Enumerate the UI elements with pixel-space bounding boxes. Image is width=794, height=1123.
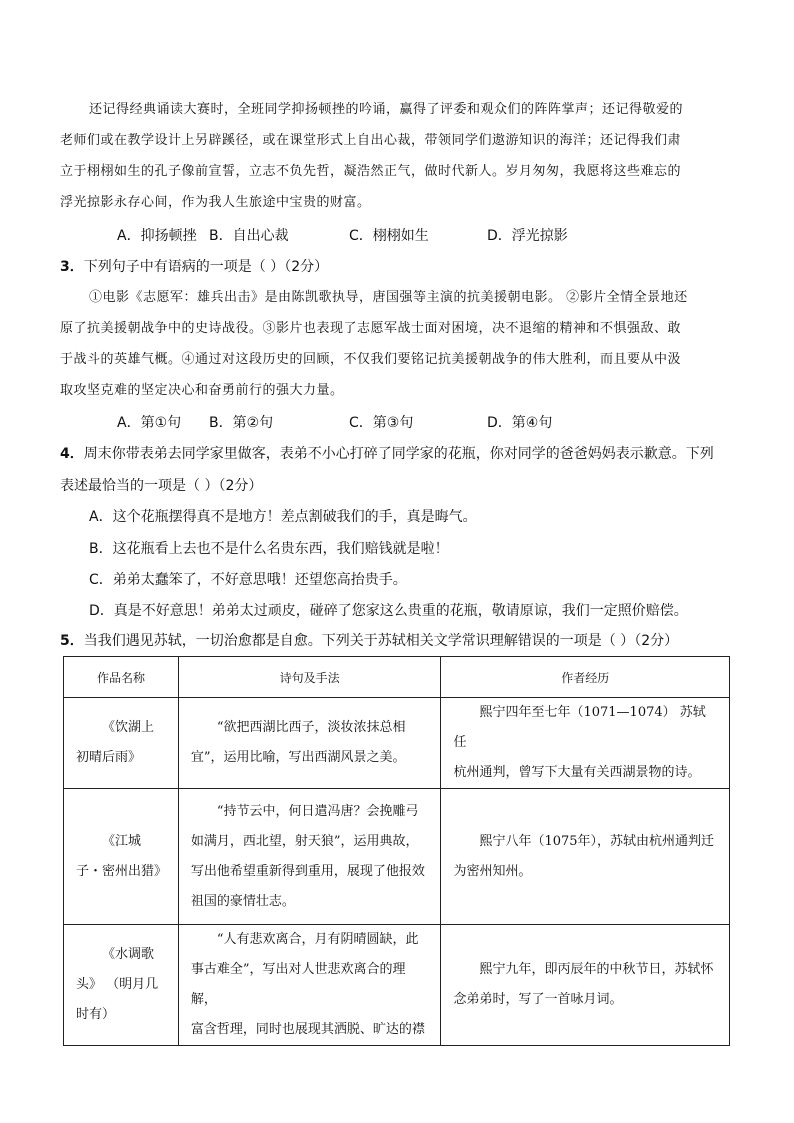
bio-line: 为密州知州。 bbox=[453, 863, 532, 879]
q3-option-c[interactable]: C．第③句 bbox=[349, 415, 414, 431]
q3-number: 3． bbox=[60, 259, 84, 275]
q2-passage-line-1: 还记得经典诵读大赛时，全班同学抑扬顿挫的吟诵，赢得了评委和观众们的阵阵掌声；还记得敬爱的 bbox=[89, 102, 684, 117]
work-name-line: 头》 （明月几 bbox=[76, 977, 159, 992]
q3-stem-text: 下列句子中有语病的一项是（ ）（2分） bbox=[83, 259, 329, 275]
q4-stem-line-1 bbox=[60, 444, 714, 464]
author-experience-cell bbox=[441, 789, 730, 925]
work-name-line: 《水调歌 bbox=[102, 947, 155, 962]
author-experience-cell bbox=[441, 698, 730, 789]
table-header-row bbox=[64, 657, 730, 698]
bio-line: 熙宁四年至七年（1071—1074） 苏轼任 bbox=[453, 705, 706, 750]
q2-option-c[interactable]: C．栩栩如生 bbox=[349, 228, 429, 244]
q5-stem-text: 当我们遇见苏轼，一切治愈都是自愈。下列关于苏轼相关文学常识理解错误的一项是（ ）（2分） bbox=[83, 633, 679, 649]
work-name-line: 初晴后雨》 bbox=[76, 750, 142, 765]
poem-line: “欲把西湖比西子，淡妆浓抹总相 bbox=[216, 720, 406, 735]
header-work-name: 作品名称 bbox=[64, 657, 179, 698]
q4-stem-text-1: 周末你带表弟去同学家里做客，表弟不小心打碎了同学家的花瓶，你对同学的爸爸妈妈表示歉意。下列 bbox=[83, 446, 714, 462]
work-name-line: 《江城 bbox=[102, 833, 142, 849]
work-name-cell bbox=[64, 698, 179, 789]
poem-technique-cell bbox=[178, 698, 441, 789]
su-shi-literature-table bbox=[63, 656, 730, 1046]
poem-line: 事古难全”，写出对人世悲欢离合的理解， bbox=[190, 962, 406, 1007]
q3-sentence-line-3: 于战斗的英雄气概。④通过对这段历史的回顾，不仅我们要铭记抗美援朝战争的伟大胜利，而且要从中汲 bbox=[60, 352, 682, 367]
q3-option-d[interactable]: D．第④句 bbox=[487, 415, 553, 431]
q2-option-a[interactable]: A．抑扬顿挫 bbox=[117, 228, 197, 244]
q4-number: 4． bbox=[60, 446, 84, 462]
poem-line: 祖国的豪情壮志。 bbox=[190, 893, 295, 909]
q2-option-d[interactable]: D．浮光掠影 bbox=[487, 228, 568, 244]
bio-line: 杭州通判，曾写下大量有关西湖景物的诗。 bbox=[453, 765, 701, 780]
poem-line: 富含哲理，同时也展现其洒脱、旷达的襟 bbox=[190, 1022, 425, 1037]
bio-line: 念弟弟时，写了一首咏月词。 bbox=[453, 992, 623, 1007]
poem-line: 写出他希望重新得到重用，展现了他报效 bbox=[190, 863, 425, 879]
q5-stem bbox=[60, 631, 678, 651]
poem-line: 如满月，西北望，射天狼”，运用典故， bbox=[190, 833, 419, 849]
q5-number: 5． bbox=[60, 633, 84, 649]
q4-option-d[interactable]: D．真是不好意思！弟弟太过顽皮，碰碎了您家这么贵重的花瓶，敬请原谅，我们一定照价赔偿。 bbox=[89, 603, 688, 619]
q2-option-b[interactable]: B．自出心裁 bbox=[209, 228, 289, 244]
work-name-line: 子・密州出猎》 bbox=[76, 863, 168, 879]
q2-passage-line-4: 浮光掠影永存心间，作为我人生旅途中宝贵的财富。 bbox=[60, 195, 371, 210]
bio-line: 熙宁八年（1075年），苏轼由杭州通判迁 bbox=[479, 833, 715, 849]
bio-line: 熙宁九年，即丙辰年的中秋节日，苏轼怀 bbox=[479, 962, 714, 977]
work-name-line: 《饮湖上 bbox=[102, 720, 155, 735]
q4-option-b[interactable]: B．这花瓶看上去也不是什么名贵东西，我们赔钱就是啦！ bbox=[89, 541, 449, 557]
q3-sentence-line-4: 取攻坚克难的坚定决心和奋勇前行的强大力量。 bbox=[60, 383, 344, 398]
q2-passage-line-2: 老师们或在教学设计上另辟蹊径，或在课堂形式上自出心裁，带领同学们遨游知识的海洋；还记得我们肃 bbox=[60, 133, 682, 148]
work-name-line: 时有） bbox=[76, 1007, 116, 1022]
q2-passage-line-3: 立于栩栩如生的孔子像前宣誓，立志不负先哲，凝浩然正气，做时代新人。岁月匆匆，我愿将这些难忘的 bbox=[60, 164, 682, 179]
poem-line: “持节云中，何日遣冯唐？会挽雕弓 bbox=[216, 803, 419, 819]
table-row bbox=[64, 925, 730, 1046]
q4-option-c[interactable]: C．弟弟太蠢笨了，不好意思哦！还望您高抬贵手。 bbox=[89, 572, 407, 588]
q3-stem bbox=[60, 257, 328, 277]
q4-stem-line-2: 表述最恰当的一项是（ ）（2分） bbox=[60, 478, 263, 494]
poem-technique-cell bbox=[178, 789, 441, 925]
table-row bbox=[64, 789, 730, 925]
q3-option-b[interactable]: B．第②句 bbox=[209, 415, 274, 431]
q3-sentence-line-1: ①电影《志愿军：雄兵出击》是由陈凯歌执导，唐国强等主演的抗美援朝电影。 ②影片全情全景地还 bbox=[89, 290, 688, 305]
header-lines-technique: 诗句及手法 bbox=[178, 657, 441, 698]
poem-line: “人有悲欢离合，月有阴晴圆缺，此 bbox=[216, 932, 419, 947]
author-experience-cell bbox=[441, 925, 730, 1046]
header-author-experience: 作者经历 bbox=[441, 657, 730, 698]
q4-option-a[interactable]: A．这个花瓶摆得真不是地方！差点割破我们的手，真是晦气。 bbox=[89, 509, 477, 525]
table-row bbox=[64, 698, 730, 789]
poem-technique-cell bbox=[178, 925, 441, 1046]
work-name-cell bbox=[64, 925, 179, 1046]
q3-option-a[interactable]: A．第①句 bbox=[117, 415, 182, 431]
q3-sentence-line-2: 原了抗美援朝战争中的史诗战役。③影片也表现了志愿军战士面对困境，决不退缩的精神和不惧强敌、敢 bbox=[60, 321, 682, 336]
poem-line: 宜”，运用比喻，写出西湖风景之美。 bbox=[190, 750, 406, 765]
work-name-cell bbox=[64, 789, 179, 925]
